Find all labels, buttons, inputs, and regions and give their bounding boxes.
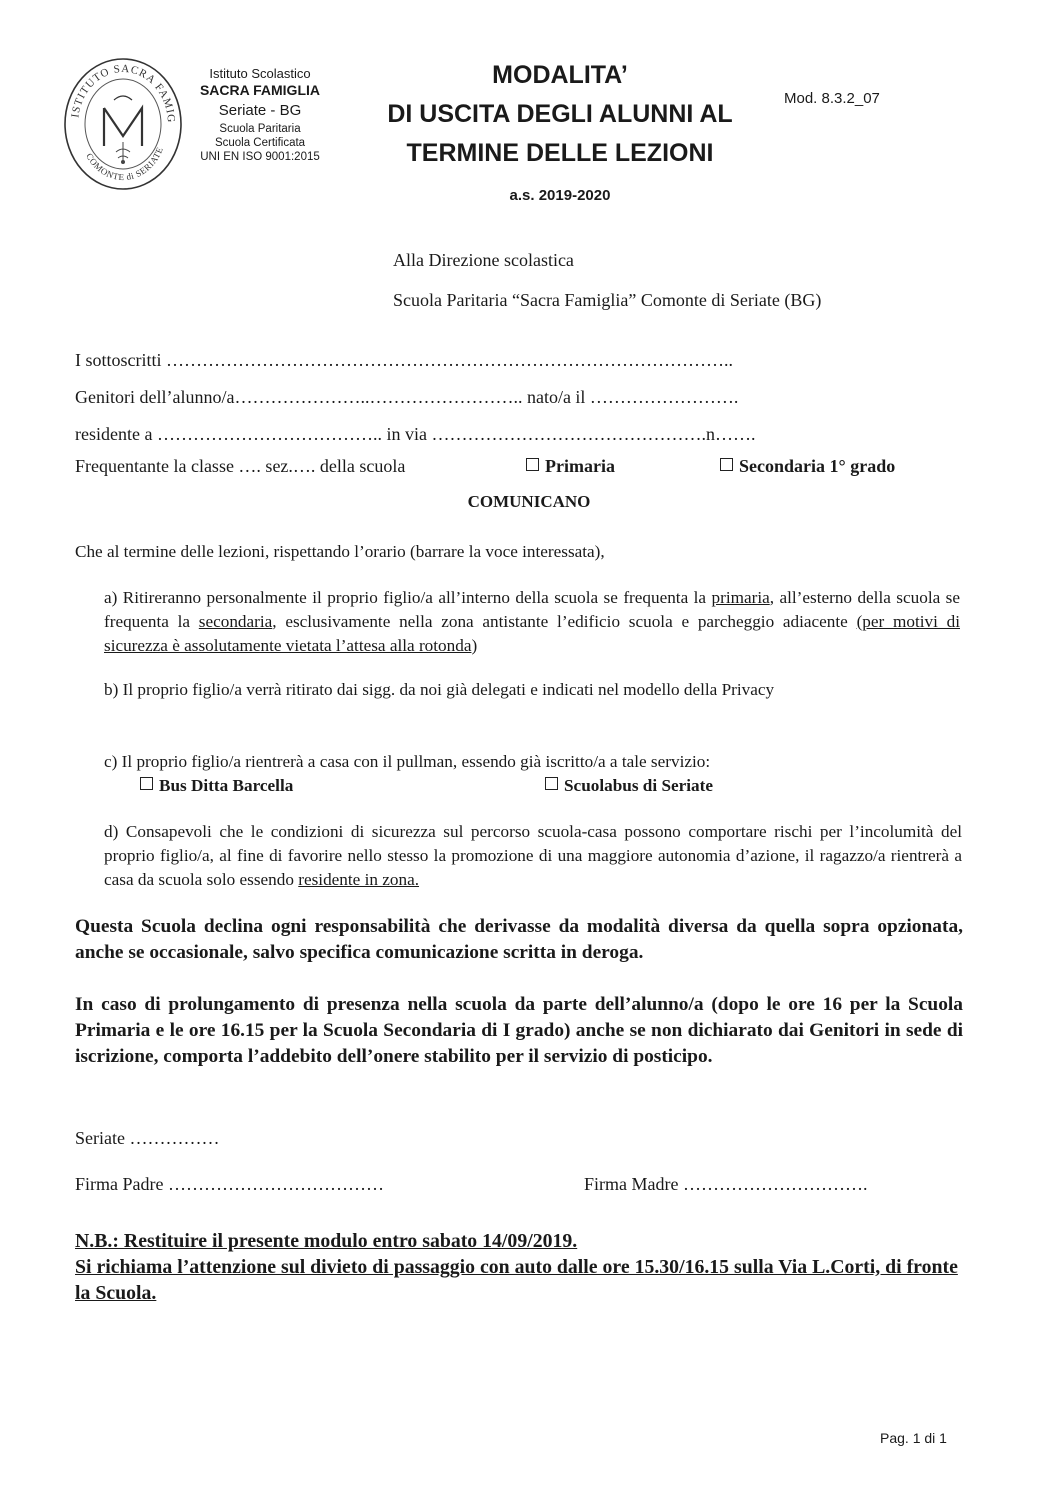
checkbox-primaria[interactable]	[526, 458, 539, 471]
option-c-bus2[interactable]	[545, 774, 713, 798]
option-a-warning: (per motivi di sicurezza è assolutamente vietata l’attesa alla rotonda	[104, 612, 960, 655]
signature-father[interactable]: Firma Padre ………………………………	[75, 1174, 384, 1194]
option-a	[104, 586, 960, 658]
postscript-notice: In caso di prolungamento di presenza nella scuola da parte dell’alunno/a (dopo le ore 16 per la Scuola Primaria e le ore 16.15 per la Scuola Secondaria di I grado) anche se non dichiarato dai Genitori in sede di iscrizione, comporta l’addebito dell’onere stabilito per il servizio di posticipo.	[75, 994, 963, 1067]
document-title	[360, 56, 760, 173]
nb-line2: Si richiama l’attenzione sul divieto di passaggio con auto dalle ore 15.30/16.15 sulla Via L.Corti, di fronte la Scuola.	[75, 1256, 958, 1304]
title-line3: TERMINE DELLE LEZIONI	[406, 139, 714, 167]
option-a-secondaria: secondaria	[198, 612, 273, 631]
option-d-text: d) Consapevoli che le condizioni di sicurezza sul percorso scuola-casa possono comportare rischi per l’incolumità del proprio figlio/a, al fine di favorire nello stesso la promozione di una maggiore autonomia d’azione, il ragazzo/a rientrerà a casa da scuola solo essendo	[104, 822, 962, 889]
title-line1: MODALITA’	[492, 61, 628, 89]
option-c-bus2-label: Scuolabus di Seriate	[564, 776, 713, 795]
field-residenza[interactable]: residente a ……………………………….. in via ……………………………………….n…….	[75, 424, 756, 444]
institute-certification: UNI EN ISO 9001:2015	[200, 151, 320, 164]
option-a-text1: a) Ritireranno personalmente il proprio figlio/a all’interno della scuola se frequenta la	[104, 588, 712, 607]
field-frequentante: Frequentante la classe …. sez.…. della scuola	[75, 456, 406, 476]
form-code: Mod. 8.3.2_07	[784, 90, 880, 107]
institute-block	[190, 66, 330, 165]
option-primaria[interactable]	[526, 456, 615, 477]
svg-text:ISTITUTO SACRA FAMIGLIA: ISTITUTO SACRA FAMIG	[69, 62, 178, 124]
option-a-primaria: primaria	[711, 588, 770, 607]
institute-line4: Scuola Paritaria	[219, 122, 301, 135]
option-primaria-label: Primaria	[545, 456, 615, 476]
institute-name: SACRA FAMIGLIA	[199, 82, 321, 99]
checkbox-scuolabus-seriate[interactable]	[545, 777, 558, 790]
option-a-text4: )	[471, 636, 478, 655]
addressee-line1: Alla Direzione scolastica	[393, 250, 574, 270]
option-b: b) Il proprio figlio/a verrà ritirato dai sigg. da noi già delegati e indicati nel modello della Privacy	[104, 680, 775, 699]
option-secondaria-label: Secondaria 1° grado	[739, 456, 896, 476]
comunicano-heading: COMUNICANO	[467, 492, 591, 511]
signature-mother[interactable]: Firma Madre ………………………….	[584, 1174, 868, 1194]
option-c: c) Il proprio figlio/a rientrerà a casa con il pullman, essendo già iscritto/a a tale servizio:	[104, 752, 711, 771]
signature-place[interactable]: Seriate ……………	[75, 1128, 220, 1148]
intro-text: Che al termine delle lezioni, rispettando l’orario (barrare la voce interessata),	[75, 542, 605, 561]
svg-text:COMONTE di SERIATE: COMONTE di SERIATE	[84, 145, 165, 183]
title-line2: DI USCITA DEGLI ALUNNI AL	[387, 100, 733, 128]
option-c-bus1[interactable]	[140, 774, 293, 798]
option-a-text2: , all’esterno della scuola se frequenta la	[104, 588, 960, 631]
school-year: a.s. 2019-2020	[509, 187, 611, 204]
disclaimer: Questa Scuola declina ogni responsabilità che derivasse da modalità diversa da quella sopra opzionata, anche se occasionale, salvo specifica comunicazione scritta in deroga.	[75, 916, 963, 963]
option-d-resident: residente in zona.	[298, 870, 420, 889]
option-d	[104, 820, 962, 892]
option-c-bus1-label: Bus Ditta Barcella	[159, 776, 294, 795]
option-secondaria[interactable]	[720, 456, 895, 477]
nb-line1: N.B.: Restituire il presente modulo entro sabato 14/09/2019.	[75, 1230, 578, 1252]
checkbox-secondaria[interactable]	[720, 458, 733, 471]
institute-city: Seriate - BG	[218, 101, 302, 119]
checkbox-bus-barcella[interactable]	[140, 777, 153, 790]
option-a-text3: , esclusivamente nella zona antistante l’edificio scuola e parcheggio adiacente	[272, 612, 857, 631]
addressee-line2: Scuola Paritaria “Sacra Famiglia” Comonte di Seriate (BG)	[393, 290, 822, 310]
school-seal	[62, 56, 184, 192]
institute-line5: Scuola Certificata	[214, 136, 306, 149]
institute-line1: Istituto Scolastico	[209, 66, 311, 81]
field-sottoscritti[interactable]: I sottoscritti …………………………………………………………………………………..	[75, 350, 733, 370]
page-number: Pag. 1 di 1	[880, 1430, 947, 1446]
field-genitori[interactable]: Genitori dell’alunno/a…………………..…………………….. nato/a il …………………….	[75, 387, 739, 407]
